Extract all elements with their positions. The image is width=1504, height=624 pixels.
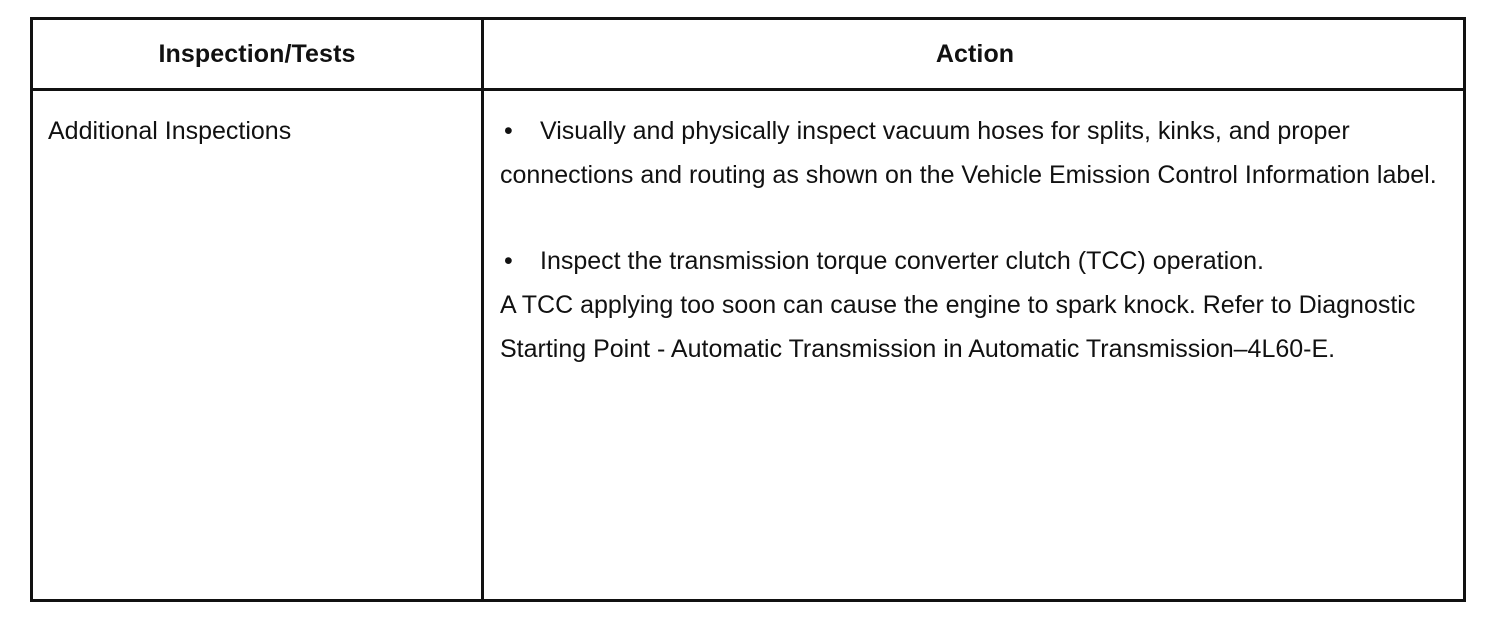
action-bullet-item [500, 109, 1450, 197]
action-bullet-text-2 [500, 239, 1450, 283]
bullet-icon: • [504, 117, 513, 145]
action-bullet-item [500, 239, 1450, 371]
table-row-inspection-cell: Additional Inspections [48, 117, 292, 145]
bullet-icon: • [504, 247, 513, 275]
header-divider [33, 88, 1463, 91]
header-inspection-tests: Inspection/Tests [158, 39, 356, 68]
header-action: Action [935, 39, 1015, 68]
table-row-action-cell [500, 109, 1450, 371]
action-bullet-text-1 [500, 109, 1450, 197]
action-text-1: Visually and physically inspect vacuum hoses for splits, kinks, and proper connections and routing as shown on the Vehicle Emission Control Information label. [500, 117, 1437, 189]
column-divider [481, 20, 484, 599]
action-text-2: Inspect the transmission torque converter clutch (TCC) operation. [540, 247, 1264, 275]
inspection-table [30, 17, 1466, 602]
action-note-2: A TCC applying too soon can cause the engine to spark knock. Refer to Diagnostic Starting Point - Automatic Transmission in Automatic Transmission–4L60-E. [500, 291, 1416, 363]
